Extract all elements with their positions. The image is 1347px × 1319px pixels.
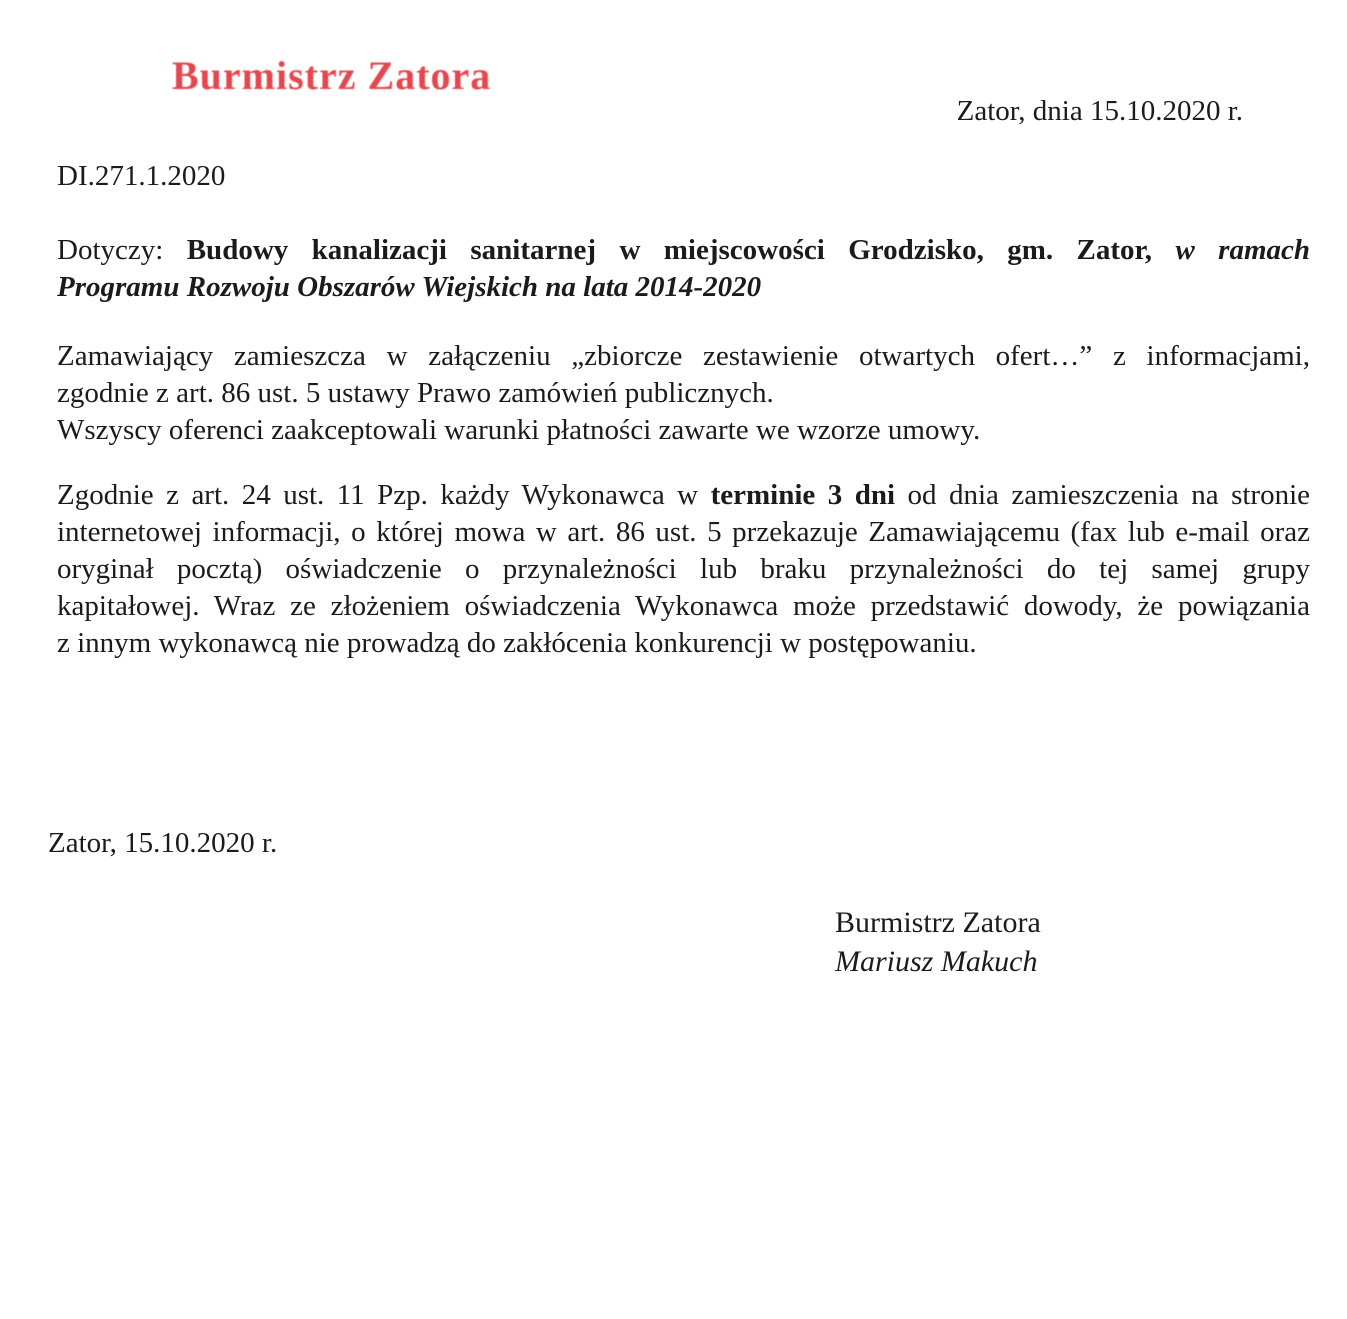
signature-name: Mariusz Makuch [835, 945, 1038, 978]
deadline-text-post: od dnia zamieszczenia na stronie [907, 479, 1311, 511]
closing-place-date: Zator, 15.10.2020 r. [48, 827, 278, 859]
subject-bold-text: Budowy kanalizacji sanitarnej w miejscowości Grodzisko, gm. Zator, [186, 234, 1153, 266]
paragraph-deadline [57, 477, 1310, 662]
paragraph-offers-line-1: Zamawiający zamieszcza w załączeniu „zbiorcze zestawienie otwartych ofert…” z informacjami, [57, 340, 1310, 372]
signature-title: Burmistrz Zatora [835, 906, 1041, 939]
deadline-text-bold: terminie 3 dni [710, 479, 896, 511]
paragraph-deadline-line-5: z innym wykonawcą nie prowadzą do zakłócenia konkurencji w postępowaniu. [57, 627, 977, 659]
subject-line-1 [57, 232, 1310, 269]
signature-block [835, 903, 1041, 981]
paragraph-offers-line-2: zgodnie z art. 86 ust. 5 ustawy Prawo zamówień publicznych. [57, 377, 774, 409]
subject-bold-italic-text: w ramach [1175, 234, 1311, 266]
paragraph-deadline-line-4: kapitałowej. Wraz ze złożeniem oświadczenia Wykonawca może przedstawić dowody, że powiązania [57, 590, 1310, 622]
paragraph-deadline-line-2: internetowej informacji, o której mowa w art. 86 ust. 5 przekazuje Zamawiającemu (fax lub e-mail oraz [57, 516, 1310, 548]
paragraph-offers [57, 338, 1310, 449]
header-place-date: Zator, dnia 15.10.2020 r. [956, 95, 1243, 127]
paragraph-deadline-line-3: oryginał pocztą) oświadczenie o przynależności lub braku przynależności do tej samej grupy [57, 553, 1310, 585]
mayor-stamp: Burmistrz Zatora [172, 53, 492, 98]
subject-paragraph [57, 232, 1310, 306]
paragraph-offers-line-3: Wszyscy oferenci zaakceptowali warunki płatności zawarte we wzorze umowy. [57, 414, 981, 446]
paragraph-deadline-line-1 [57, 477, 1310, 514]
subject-line-2: Programu Rozwoju Obszarów Wiejskich na lata 2014-2020 [57, 271, 762, 303]
reference-number: DI.271.1.2020 [57, 160, 226, 192]
subject-label: Dotyczy: [57, 234, 164, 266]
deadline-text-pre: Zgodnie z art. 24 ust. 11 Pzp. każdy Wykonawca w [57, 479, 699, 511]
